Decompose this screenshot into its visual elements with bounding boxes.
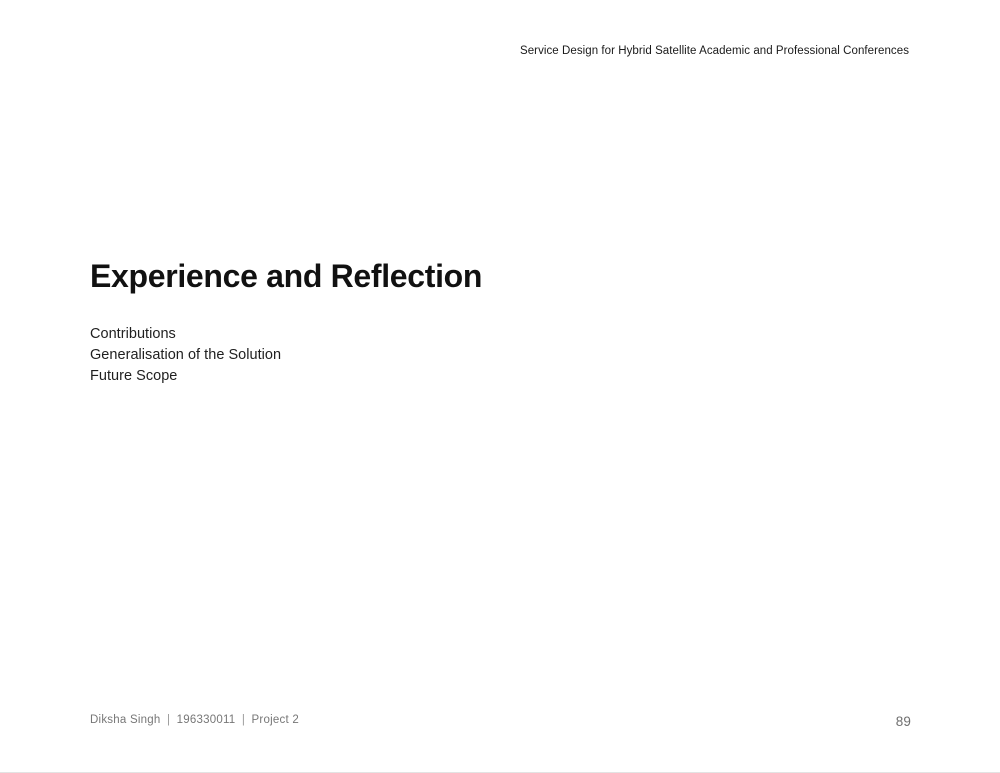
footer-credit [90, 714, 299, 726]
footer-separator-1: | [166, 714, 171, 726]
footer-project: Project 2 [251, 714, 299, 726]
page-number: 89 [895, 714, 911, 729]
section-contents-list [90, 324, 281, 387]
list-item: Contributions [90, 326, 176, 342]
title-block [90, 258, 790, 295]
footer-roll-number: 196330011 [176, 714, 236, 726]
page-title: Experience and Reflection [90, 258, 483, 294]
footer-separator-2: | [241, 714, 246, 726]
footer-author: Diksha Singh [90, 714, 161, 726]
list-item: Generalisation of the Solution [90, 347, 282, 363]
list-item: Future Scope [90, 368, 178, 384]
running-header: Service Design for Hybrid Satellite Academic and Professional Conferences [520, 45, 909, 57]
